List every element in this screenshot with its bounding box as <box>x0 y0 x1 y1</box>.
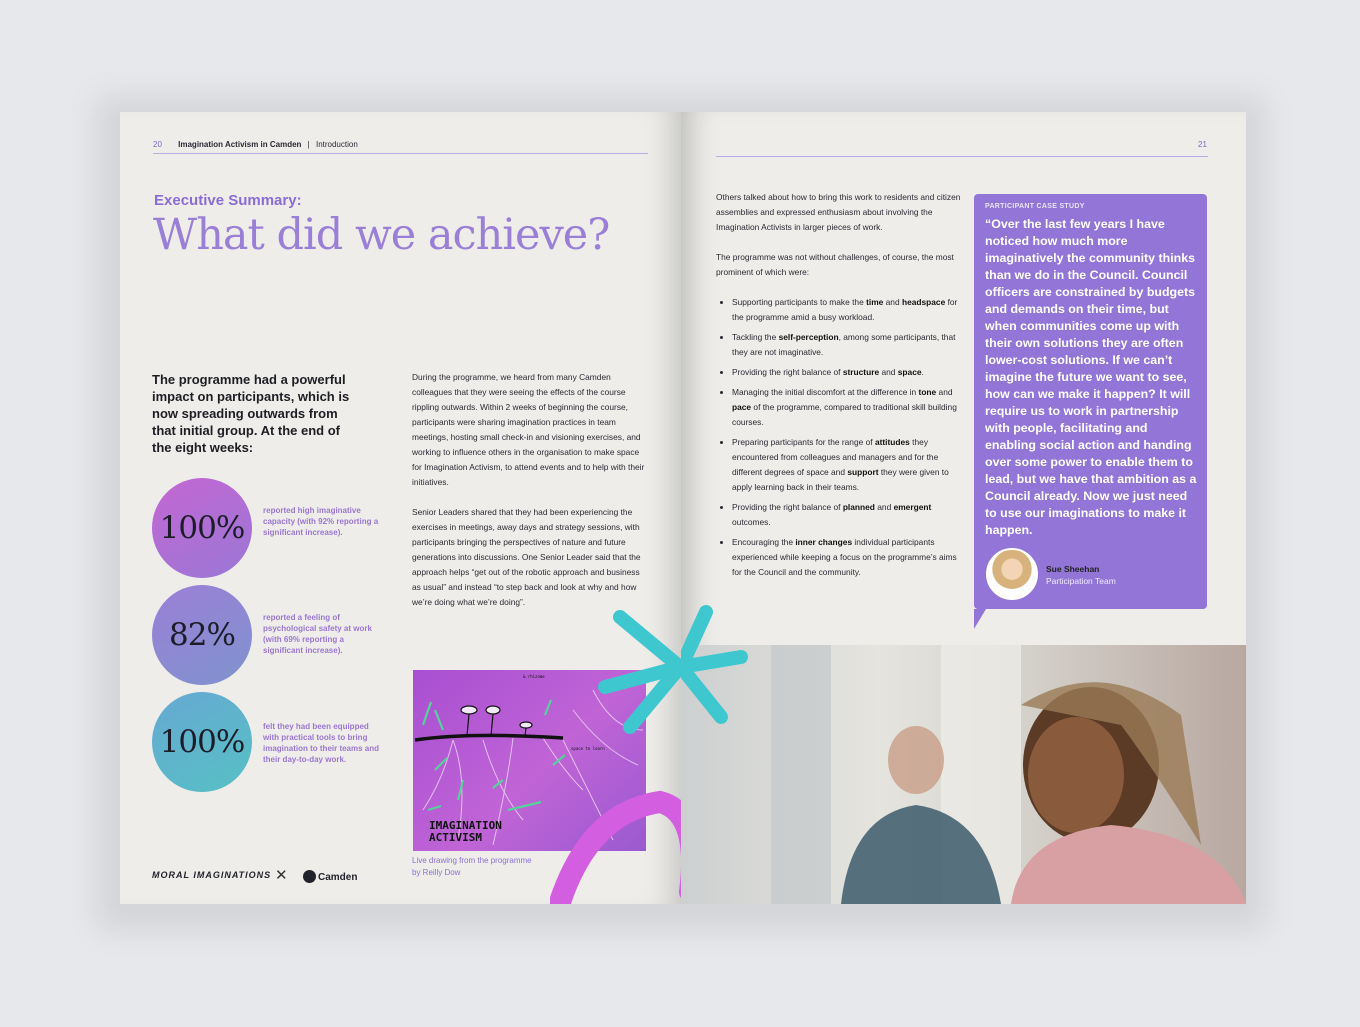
person-role: Participation Team <box>1046 576 1116 586</box>
page-title: What did we achieve? <box>153 210 610 260</box>
list-item: • Supporting participants to make the time and headspace for the programme amid a busy workload. <box>732 295 962 325</box>
person-name: Sue Sheehan <box>1046 564 1100 574</box>
camden-logo-icon <box>303 870 316 883</box>
page-number-left: 20 <box>153 140 162 149</box>
challenges-column <box>716 190 962 585</box>
magenta-swirl-decoration <box>550 772 681 904</box>
list-item: • Providing the right balance of planned and emergent outcomes. <box>732 500 962 530</box>
moral-imaginations-logo: MORAL IMAGINATIONS <box>152 870 272 880</box>
right-page <box>681 112 1246 904</box>
right-header <box>1198 140 1207 149</box>
list-item: • Encouraging the inner changes individual participants experienced while keeping a focus on the programme’s aims for the Council and the community. <box>732 535 962 580</box>
caption-line: by Reilly Dow <box>412 868 461 877</box>
stat-desc-psychological-safety: reported a feeling of psychological safety at work (with 69% reporting a significant increase). <box>263 613 372 655</box>
lead-paragraph: The programme had a powerful impact on participants, which is now spreading outwards from that initial group. At the end of the eight weeks: <box>152 372 350 455</box>
caption-line: Live drawing from the programme <box>412 856 532 865</box>
case-study-label: PARTICIPANT CASE STUDY <box>985 203 1085 210</box>
list-item: • Tackling the self-perception, among some participants, that they are not imaginative. <box>732 330 962 360</box>
drawing-caption <box>412 855 532 879</box>
list-item: • Preparing participants for the range of attitudes they encountered from colleagues and managers and for the different degrees of space and support they were given to apply learning back in their teams. <box>732 435 962 495</box>
stat-desc-practical-tools: felt they had been equipped with practical tools to bring imagination to their teams and their day-to-day work. <box>263 722 380 764</box>
stat-circle-imaginative-capacity: 100% <box>152 478 252 578</box>
header-separator: | <box>307 140 310 149</box>
intro-paragraph: Others talked about how to bring this work to residents and citizen assemblies and expressed enthusiasm about involving the Imagination Activists in larger pieces of work. <box>716 192 961 232</box>
drawing-title-line: ACTIVISM <box>429 831 482 844</box>
header-section: Introduction <box>315 140 358 149</box>
teal-star-decoration-left <box>590 597 681 737</box>
partnership-x-icon: ✕ <box>275 867 288 884</box>
stat-circle-psychological-safety: 82% <box>152 585 252 685</box>
page-number-right: 21 <box>1198 140 1207 149</box>
list-item: • Managing the initial discomfort at the difference in tone and pace of the programme, compared to traditional skill building courses. <box>732 385 962 430</box>
left-page <box>120 112 681 904</box>
case-study-box <box>974 194 1207 609</box>
header-title: Imagination Activism in Camden <box>178 140 302 149</box>
drawing-title <box>429 820 502 844</box>
teal-star-decoration-right <box>681 597 771 737</box>
header-rule-right <box>716 156 1208 157</box>
body-paragraph: Senior Leaders shared that they had been experiencing the exercises in meetings, away days and strategy sessions, with participants bringing the perspectives of nature and future generations into discussions. One Senior Leader said that the approach helps “get out of the robotic approach and business as usual” and instead “to step back and look at why and how we’re doing what we’re doing”. <box>412 507 641 607</box>
left-header <box>153 140 358 149</box>
body-paragraph: During the programme, we heard from many Camden colleagues that they were seeing the effects of the course rippling outwards. Within 2 weeks of beginning the course, participants were sharing imagination practices in team meetings, hosting small check-in and visioning exercises, and working to influence others in the organisation to make space for Imagination Activism, to attend events and to help with their initiatives. <box>412 372 645 487</box>
drawing-title-line: IMAGINATION <box>429 819 502 832</box>
svg-text:space to learn: space to learn <box>571 746 605 751</box>
stat-desc-imaginative-capacity: reported high imaginative capacity (with 92% reporting a significant increase). <box>263 506 379 537</box>
challenges-list <box>716 295 962 580</box>
svg-text:& rhizome: & rhizome <box>523 674 545 679</box>
stat-circle-practical-tools: 100% <box>152 692 252 792</box>
intro-paragraph: The programme was not without challenges, of course, the most prominent of which were: <box>716 252 954 277</box>
header-rule-left <box>153 153 648 154</box>
list-item: • Providing the right balance of structure and space. <box>732 365 962 380</box>
eyebrow-heading: Executive Summary: <box>154 192 302 209</box>
body-column <box>412 370 648 625</box>
avatar <box>986 548 1038 600</box>
camden-logo-text: Camden <box>318 872 358 883</box>
camden-logo <box>303 870 357 883</box>
case-study-quote: “Over the last few years I have noticed how much more imaginatively the community thinks than we do in the Council. Council officers are constrained by budgets and demands on their time, but when communities come up with their own solutions they are often lower-cost solutions. If we can’t imagine the future we want to see, how can we make it happen? It will require us to work in partnership with people, facilitating and enabling social action and handing over some power to enable them to lead, but we have that ambition as a Council already. Now we just need to use our imaginations to make it happen. <box>985 217 1197 537</box>
